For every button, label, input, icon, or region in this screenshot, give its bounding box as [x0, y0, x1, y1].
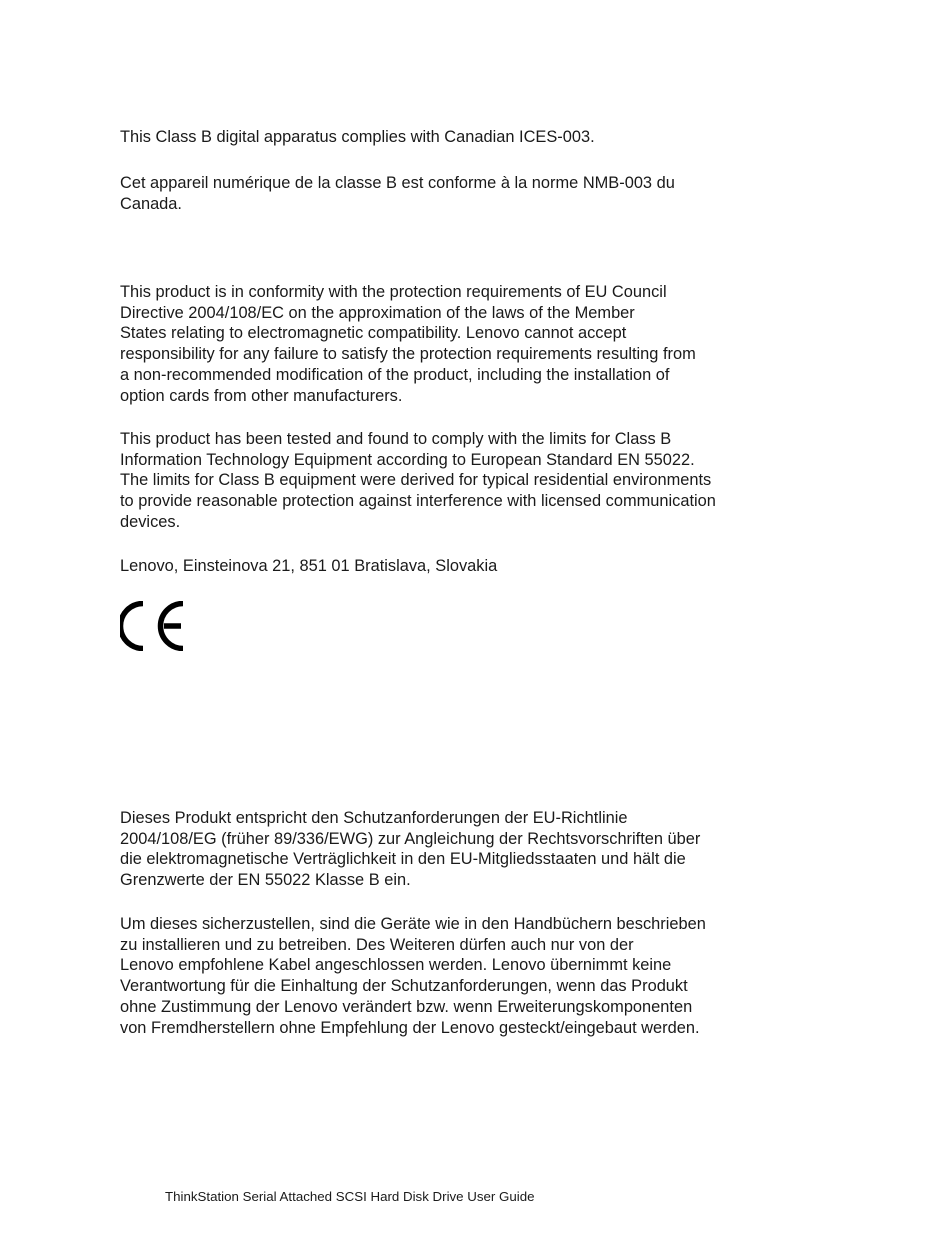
- ce-mark-icon: [120, 601, 186, 651]
- text-line: to provide reasonable protection against interference with licensed communication: [120, 492, 716, 511]
- text-line: von Fremdherstellern ohne Empfehlung der Lenovo gesteckt/eingebaut werden.: [120, 1018, 700, 1037]
- paragraph-lenovo-address: [120, 556, 820, 577]
- text-line: Cet appareil numérique de la classe B est conforme à la norme NMB-003 du: [120, 174, 675, 192]
- text-line: Dieses Produkt entspricht den Schutzanforderungen der EU-Richtlinie: [120, 809, 628, 827]
- text-line: ohne Zustimmung der Lenovo verändert bzw. wenn Erweiterungskomponenten: [120, 997, 693, 1016]
- text-line: Um dieses sicherzustellen, sind die Geräte wie in den Handbüchern beschrieben: [120, 915, 706, 933]
- text-line: This Class B digital apparatus complies with Canadian ICES-003.: [120, 128, 595, 146]
- text-line: The limits for Class B equipment were derived for typical residential environments: [120, 471, 712, 490]
- text-line: Information Technology Equipment according to European Standard EN 55022.: [120, 450, 695, 469]
- text-line: 2004/108/EG (früher 89/336/EWG) zur Angleichung der Rechtsvorschriften über: [120, 829, 701, 848]
- text-line: option cards from other manufacturers.: [120, 386, 403, 405]
- paragraph-de-schutzanforderungen: [120, 808, 820, 891]
- text-line: responsibility for any failure to satisfy the protection requirements resulting from: [120, 345, 696, 364]
- paragraph-de-installation: [120, 914, 820, 1038]
- text-line: States relating to electromagnetic compatibility. Lenovo cannot accept: [120, 324, 627, 343]
- paragraph-canadian-nmb: [120, 173, 820, 214]
- text-line: die elektromagnetische Verträglichkeit in den EU-Mitgliedsstaaten und hält die: [120, 850, 686, 869]
- paragraph-class-b-tested: [120, 429, 820, 533]
- text-line: zu installieren und zu betreiben. Des Weiteren dürfen auch nur von der: [120, 935, 634, 954]
- text-line: Lenovo empfohlene Kabel angeschlossen werden. Lenovo übernimmt keine: [120, 956, 672, 975]
- text-line: Lenovo, Einsteinova 21, 851 01 Bratislava, Slovakia: [120, 557, 498, 575]
- text-line: This product has been tested and found to comply with the limits for Class B: [120, 430, 672, 448]
- text-line: Grenzwerte der EN 55022 Klasse B ein.: [120, 871, 411, 890]
- text-line: This product is in conformity with the protection requirements of EU Council: [120, 283, 667, 301]
- paragraph-eu-conformity: [120, 282, 820, 406]
- text-line: Canada.: [120, 194, 182, 213]
- text-line: a non-recommended modification of the product, including the installation of: [120, 365, 670, 384]
- text-line: Directive 2004/108/EC on the approximation of the laws of the Member: [120, 303, 635, 322]
- text-line: Verantwortung für die Einhaltung der Schutzanforderungen, wenn das Produkt: [120, 977, 688, 996]
- paragraph-canadian-ices: [120, 127, 820, 148]
- page-footer: ThinkStation Serial Attached SCSI Hard Disk Drive User Guide: [165, 1189, 535, 1204]
- text-line: devices.: [120, 512, 181, 531]
